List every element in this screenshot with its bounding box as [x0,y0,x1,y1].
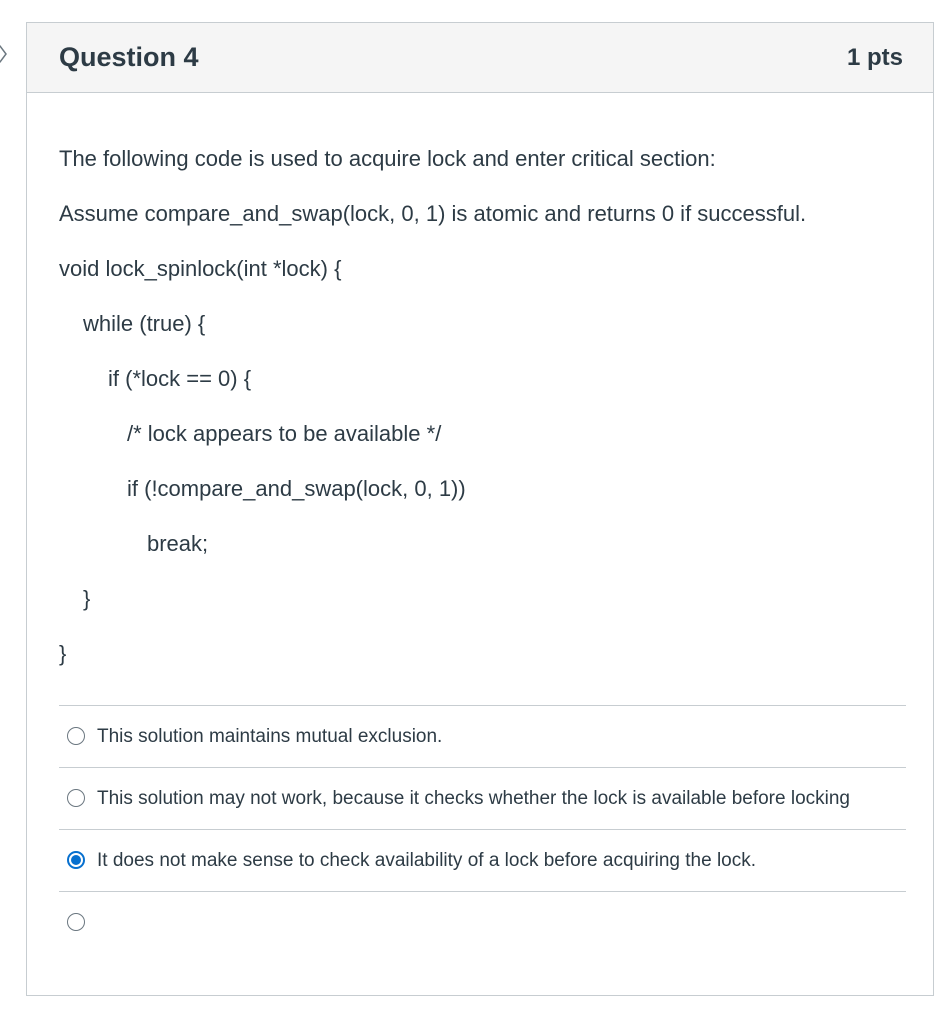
question-line: The following code is used to acquire lock and enter critical section: [59,146,716,171]
answer-option[interactable] [59,891,906,952]
radio-button[interactable] [67,789,85,807]
question-text [27,145,933,668]
code-line: if (*lock == 0) { [108,366,252,391]
radio-button[interactable] [67,913,85,931]
question-points: 1 pts [846,43,903,71]
code-line: } [59,641,67,666]
question-title: Question 4 [59,42,199,72]
answer-list [59,705,906,952]
answer-option[interactable] [59,767,906,829]
code-line: /* lock appears to be available */ [127,421,442,446]
answer-option[interactable] [59,705,906,767]
answer-label[interactable]: This solution maintains mutual exclusion. [97,726,443,747]
answer-label[interactable]: It does not make sense to check availability of a lock before acquiring the lock. [97,850,757,871]
code-line: if (!compare_and_swap(lock, 0, 1)) [127,476,466,501]
answer-label[interactable]: This solution may not work, because it checks whether the lock is available before locking [97,788,850,809]
answer-option[interactable] [59,829,906,891]
code-line: void lock_spinlock(int *lock) { [59,256,342,281]
radio-button-selected[interactable] [67,851,85,869]
code-line: while (true) { [83,311,206,336]
question-flag-icon[interactable] [0,44,8,64]
code-line: break; [147,531,209,556]
radio-button[interactable] [67,727,85,745]
question-header [27,23,933,93]
code-line: } [83,586,91,611]
question-card [26,22,934,996]
question-line: Assume compare_and_swap(lock, 0, 1) is atomic and returns 0 if successful. [59,201,807,226]
